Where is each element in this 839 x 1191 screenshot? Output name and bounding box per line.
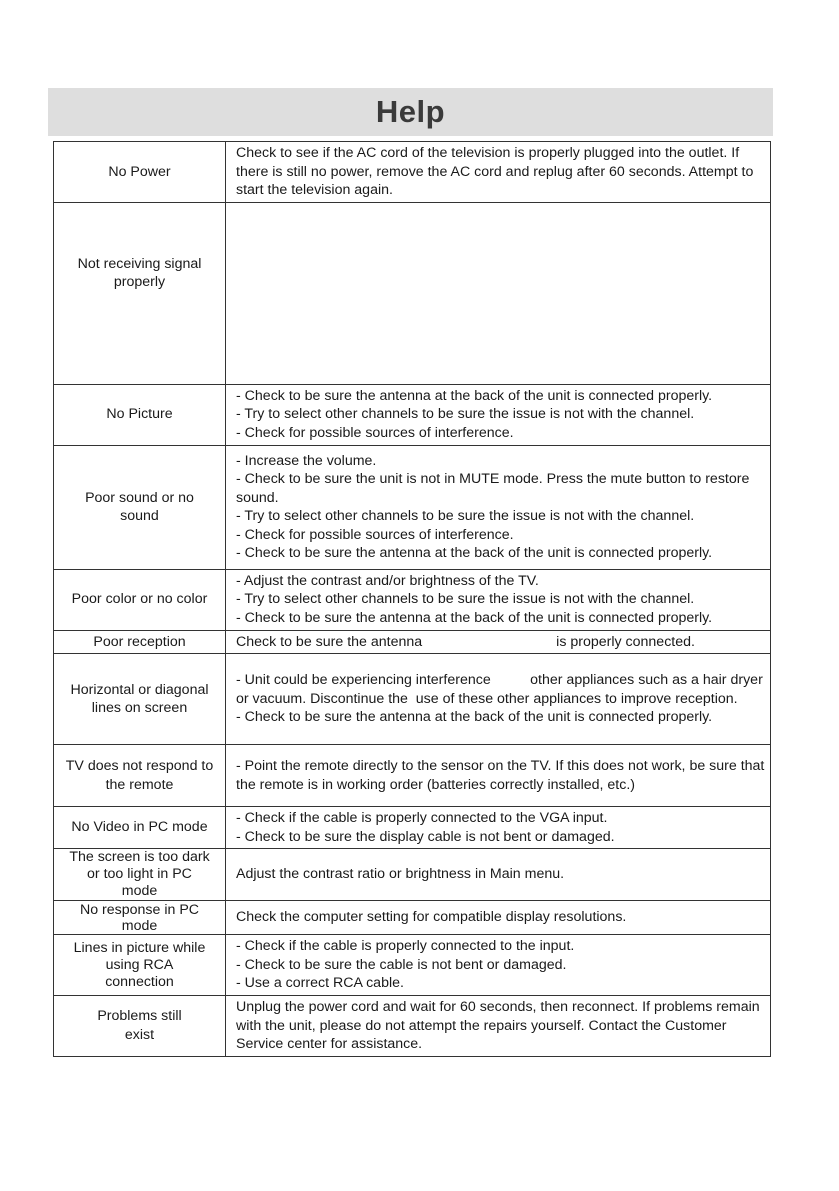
problem-cell: Poor sound or no sound: [54, 445, 226, 569]
solution-cell: [226, 996, 771, 1057]
solution-text: Check to see if the AC cord of the television is properly plugged into the outlet. If there is still no power, remove the AC cord and replug after 60 seconds. Attempt to start the television again.: [236, 145, 754, 198]
solution-text: Unplug the power cord and wait for 60 seconds, then reconnect. If problems remain with the unit, please do not attempt the repairs yourself. Contact the Customer Service center for assistance.: [236, 999, 760, 1052]
solution-line: - Check to be sure the antenna at the back of the unit is connected properly.: [236, 545, 713, 561]
problem-cell: Poor color or no color: [54, 569, 226, 630]
solution-line: - Check if the cable is properly connected to the input.: [236, 938, 575, 955]
solution-text: Check the computer setting for compatible display resolutions.: [236, 909, 627, 926]
problem-cell: Not receiving signal properly: [54, 202, 226, 384]
problem-cell: No Picture: [54, 384, 226, 445]
solution-line: - Check for possible sources of interference.: [236, 526, 514, 543]
table-row: [54, 202, 771, 384]
title-bar: [48, 88, 773, 136]
table-row: [54, 996, 771, 1057]
problem-cell: Lines in picture while using RCA connection: [54, 935, 226, 996]
solution-line: - Check for possible sources of interference.: [236, 424, 514, 441]
solution-line: - Check to be sure the display cable is not bent or damaged.: [236, 828, 615, 845]
solution-line: - Check to be sure the antenna at the back of the unit is connected properly.: [236, 709, 713, 726]
table-row: [54, 569, 771, 630]
table-row: [54, 935, 771, 996]
solution-line: - Check to be sure the antenna at the back of the unit is connected properly.: [236, 387, 713, 404]
solution-line: - Use a correct RCA cable.: [236, 975, 404, 992]
solution-line: - Try to select other channels to be sure the issue is not with the channel.: [236, 406, 695, 423]
solution-line: - Try to select other channels to be sure the issue is not with the channel.: [236, 591, 695, 608]
solution-line: - Check to be sure the unit is not in MUTE mode. Press the mute button to restore sound.: [236, 471, 750, 506]
solution-line: - Check to be sure the antenna at the back of the unit is connected properly.: [236, 609, 713, 626]
problem-cell: No Video in PC mode: [54, 807, 226, 849]
solution-cell: [226, 630, 771, 654]
solution-text: - Point the remote directly to the sensor on the TV. If this does not work, be sure that the remote is in working order (batteries correctly installed, etc.): [236, 758, 765, 793]
solution-cell: [226, 142, 771, 203]
problem-cell: Problems still exist: [54, 996, 226, 1057]
solution-cell: [226, 384, 771, 445]
problem-cell: Horizontal or diagonal lines on screen: [54, 654, 226, 745]
table-row: [54, 745, 771, 807]
solution-line: - Check to be sure the cable is not bent or damaged.: [236, 956, 567, 973]
table-row: [54, 901, 771, 935]
solution-cell: [226, 849, 771, 901]
solution-cell: [226, 445, 771, 569]
solution-line: Check to be sure the antenna is properly connected.: [236, 633, 695, 650]
solution-cell: [226, 807, 771, 849]
table-row: [54, 807, 771, 849]
solution-cell: [226, 202, 771, 384]
solution-line: - Unit could be experiencing interference other appliances such as a hair dryer or vacuum. Discontinue the use of these other appliances to improve reception.: [236, 672, 767, 707]
solution-line: - Increase the volume.: [236, 452, 377, 469]
page-title: Help: [375, 94, 446, 129]
problem-cell: The screen is too dark or too light in PC mode: [54, 849, 226, 901]
problem-cell: No Power: [54, 142, 226, 203]
table-row: [54, 849, 771, 901]
table-row: [54, 630, 771, 654]
problem-cell: TV does not respond to the remote: [54, 745, 226, 807]
table-row: [54, 445, 771, 569]
problem-cell: No response in PC mode: [54, 901, 226, 935]
table-row: [54, 142, 771, 203]
problem-cell: Poor reception: [54, 630, 226, 654]
solution-text: Adjust the contrast ratio or brightness in Main menu.: [236, 866, 565, 883]
solution-cell: [226, 901, 771, 935]
solution-cell: [226, 569, 771, 630]
solution-cell: [226, 654, 771, 745]
solution-cell: [226, 935, 771, 996]
solution-line: - Try to select other channels to be sure the issue is not with the channel.: [236, 508, 695, 524]
table-row: [54, 384, 771, 445]
solution-line: - Adjust the contrast and/or brightness of the TV.: [236, 572, 539, 589]
solution-line: - Check if the cable is properly connected to the VGA input.: [236, 810, 608, 826]
solution-cell: [226, 745, 771, 807]
help-table: [53, 141, 771, 1057]
table-row: [54, 654, 771, 745]
